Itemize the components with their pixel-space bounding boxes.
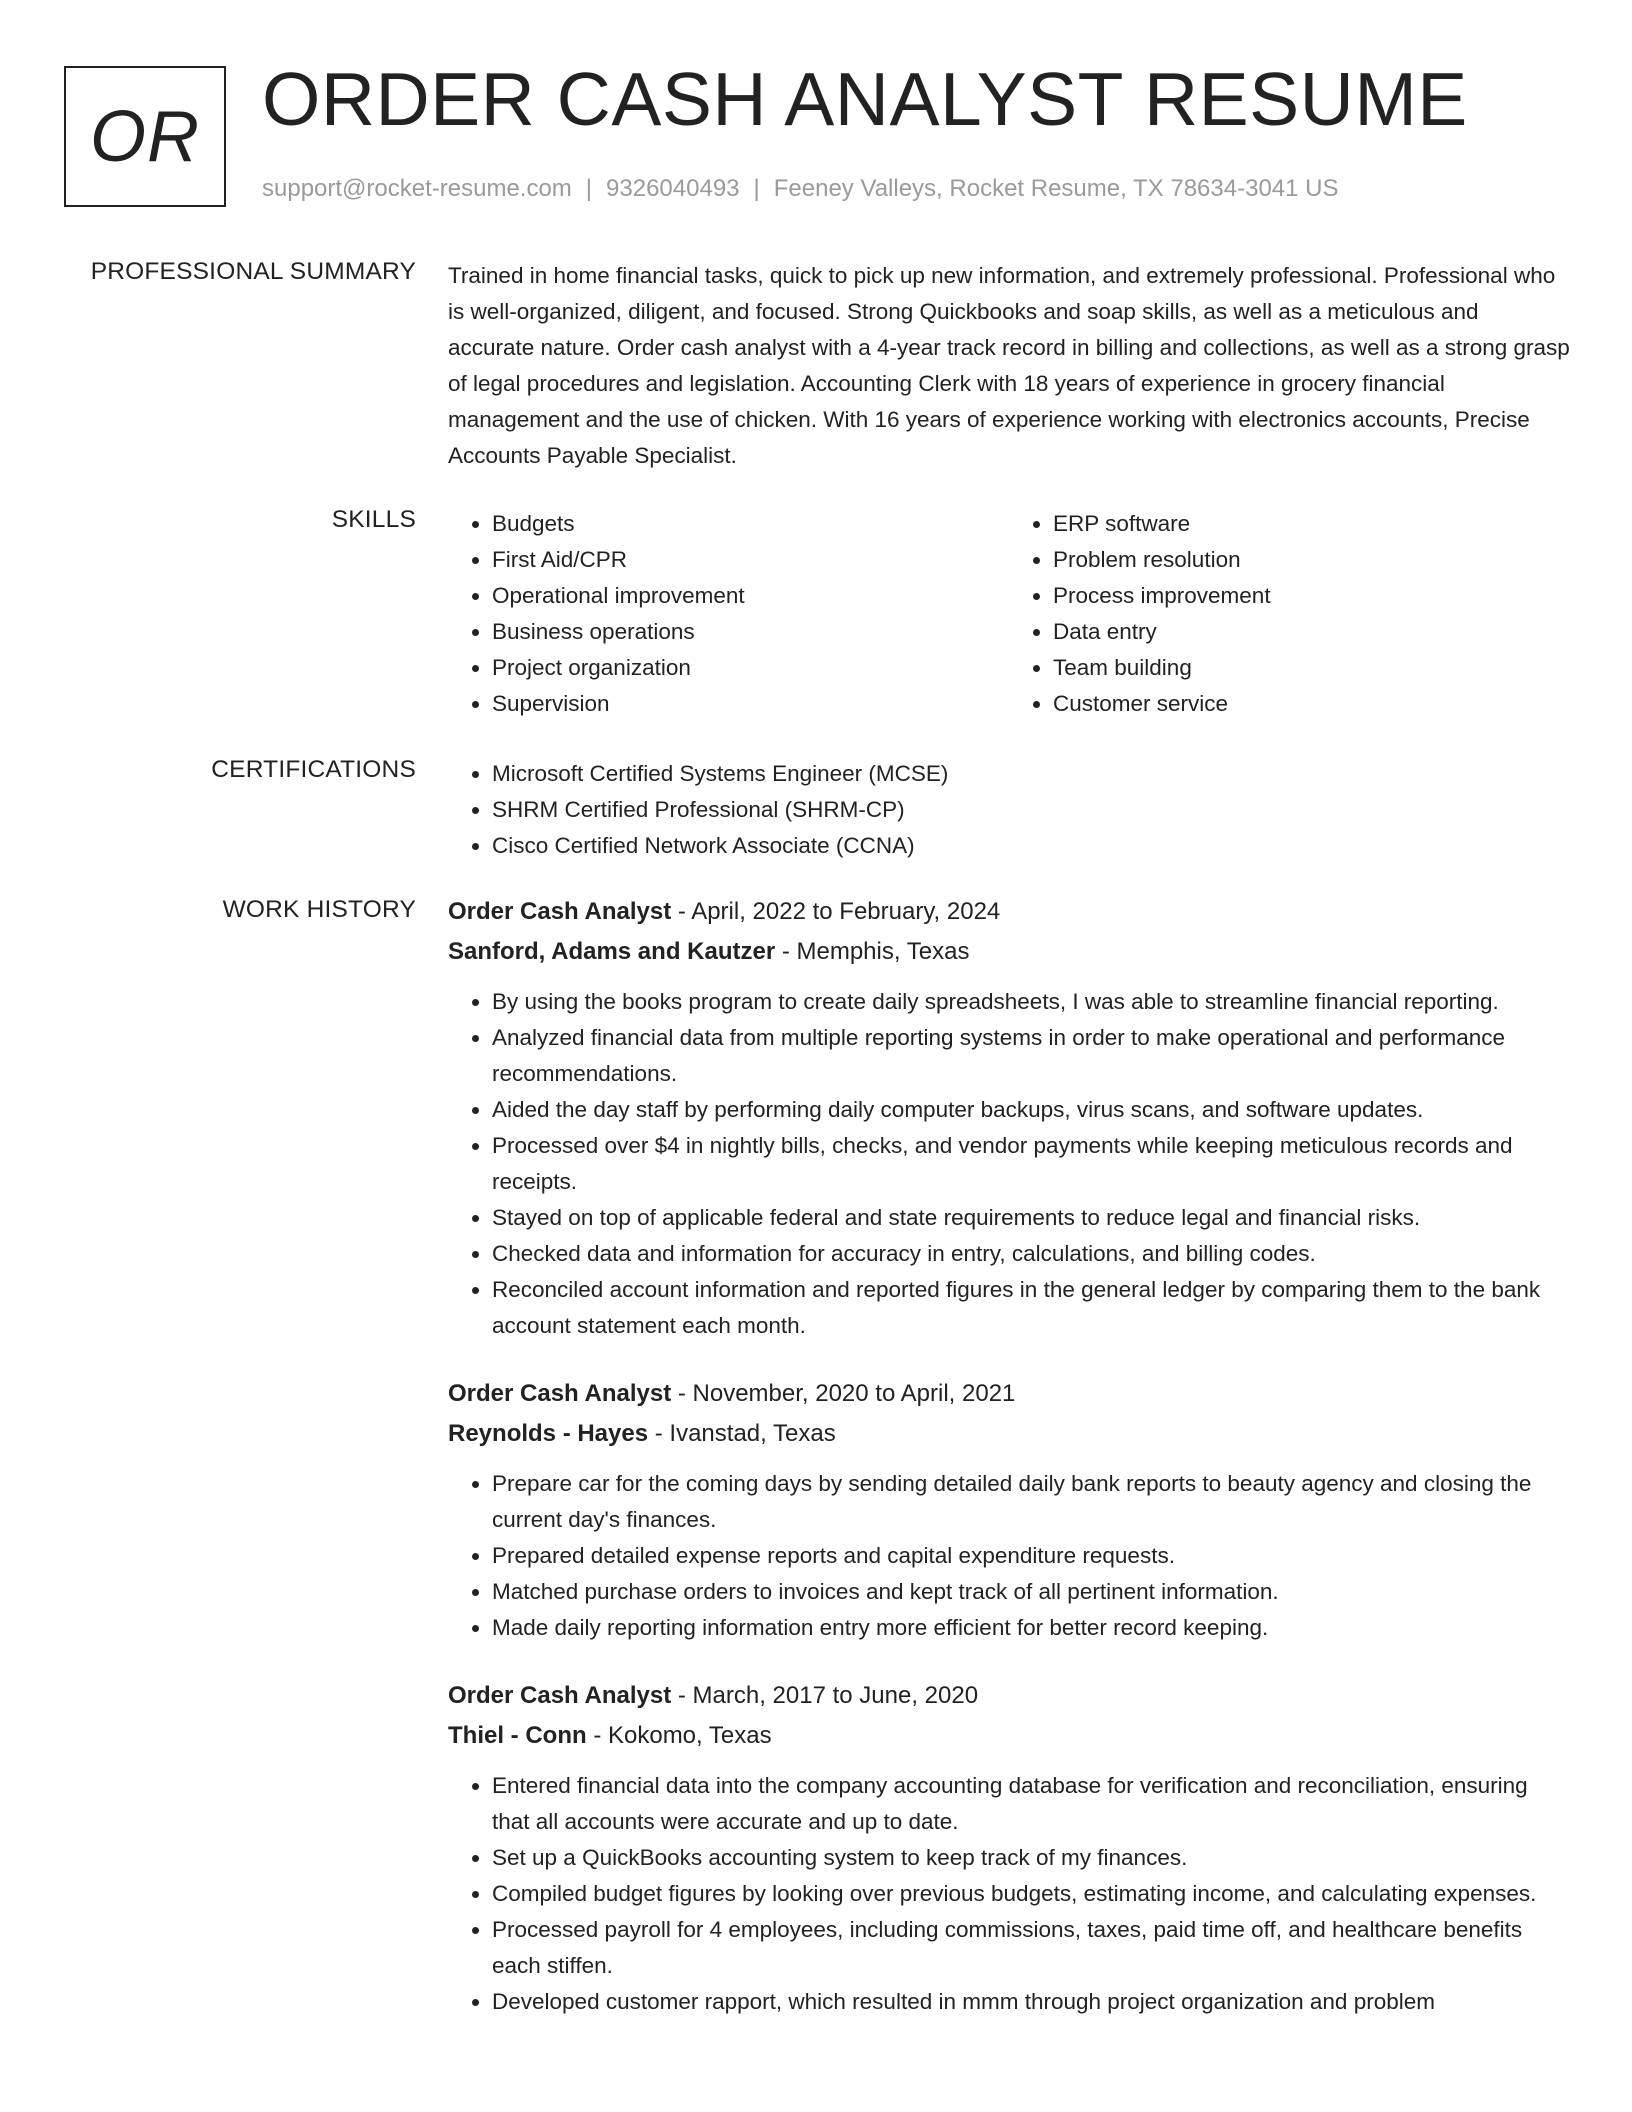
skill-item: • Budgets: [492, 506, 1009, 542]
skills-list-right: [1009, 506, 1570, 722]
job-company: Reynolds - Hayes: [448, 1420, 649, 1447]
job-entry: [448, 892, 1570, 1344]
certifications-list: [448, 756, 1570, 864]
certifications-body: [448, 756, 1570, 864]
skills-list-left: [448, 506, 1009, 722]
contact-line: [262, 175, 1339, 203]
job-title: Order Cash Analyst: [448, 1380, 672, 1407]
job-bullet: • Made daily reporting information entry more efficient for better record keeping.: [492, 1610, 1570, 1646]
job-title-line: [448, 1676, 1570, 1716]
skill-item: • Business operations: [492, 614, 1009, 650]
summary-body: [448, 258, 1570, 474]
monogram-badge: OR: [64, 66, 226, 207]
work-history-heading: WORK HISTORY: [222, 896, 416, 923]
certification-item: • Cisco Certified Network Associate (CCNA): [492, 828, 1570, 864]
job-bullet: • Stayed on top of applicable federal and state requirements to reduce legal and financial risks.: [492, 1200, 1570, 1236]
job-title-line: [448, 892, 1570, 932]
job-company-line: [448, 932, 1570, 972]
job-title-line: [448, 1374, 1570, 1414]
skill-item: • Team building: [1053, 650, 1570, 686]
job-company: Thiel - Conn: [448, 1722, 587, 1749]
skill-item: • Project organization: [492, 650, 1009, 686]
skill-item: • ERP software: [1053, 506, 1570, 542]
skill-item: • Operational improvement: [492, 578, 1009, 614]
contact-address: Feeney Valleys, Rocket Resume, TX 78634-3041 US: [773, 175, 1339, 202]
job-dates: - November, 2020 to April, 2021: [671, 1380, 1016, 1407]
skill-item: • First Aid/CPR: [492, 542, 1009, 578]
certification-item: • Microsoft Certified Systems Engineer (MCSE): [492, 756, 1570, 792]
job-bullet: • By using the books program to create daily spreadsheets, I was able to streamline financial reporting.: [492, 984, 1570, 1020]
job-bullet: • Prepared detailed expense reports and capital expenditure requests.: [492, 1538, 1570, 1574]
skills-grid: [448, 506, 1570, 722]
summary-text: Trained in home financial tasks, quick to pick up new information, and extremely professional. Professional who is well-organized, diligent, and focused. Strong Quickbooks and soap skills, as well as a meticulous and accurate nature. Order cash analyst with a 4-year track record in billing and collections, as well as a strong grasp of legal procedures and legislation. Accounting Clerk with 18 years of experience in grocery financial management and the use of chicken. With 16 years of experience working with electronics accounts, Precise Accounts Payable Specialist.: [448, 263, 1570, 468]
job-title: Order Cash Analyst: [448, 1682, 672, 1709]
job-bullet: • Reconciled account information and reported figures in the general ledger by comparing them to the bank account statement each month.: [492, 1272, 1570, 1344]
job-entry: [448, 1374, 1570, 1646]
job-title: Order Cash Analyst: [448, 898, 672, 925]
skill-item: • Process improvement: [1053, 578, 1570, 614]
job-location: - Ivanstad, Texas: [648, 1420, 836, 1447]
job-company: Sanford, Adams and Kautzer: [448, 938, 776, 965]
contact-email[interactable]: support@rocket-resume.com: [262, 175, 572, 202]
contact-phone[interactable]: 9326040493: [606, 175, 740, 202]
skill-item: • Customer service: [1053, 686, 1570, 722]
job-bullet: • Processed over $4 in nightly bills, checks, and vendor payments while keeping meticulous records and receipts.: [492, 1128, 1570, 1200]
contact-separator: |: [753, 175, 760, 202]
job-bullet: • Entered financial data into the company accounting database for verification and reconciliation, ensuring that all accounts were accurate and up to date.: [492, 1768, 1570, 1840]
certification-item: • SHRM Certified Professional (SHRM-CP): [492, 792, 1570, 828]
job-bullet: • Matched purchase orders to invoices and kept track of all pertinent information.: [492, 1574, 1570, 1610]
skills-heading: SKILLS: [331, 506, 416, 533]
job-bullet: • Prepare car for the coming days by sending detailed daily bank reports to beauty agency and closing the current day's finances.: [492, 1466, 1570, 1538]
job-entry: [448, 1676, 1570, 2020]
job-dates: - March, 2017 to June, 2020: [671, 1682, 979, 1709]
job-bullet: • Set up a QuickBooks accounting system to keep track of my finances.: [492, 1840, 1570, 1876]
job-company-line: [448, 1716, 1570, 1756]
skill-item: • Supervision: [492, 686, 1009, 722]
job-bullet: • Aided the day staff by performing daily computer backups, virus scans, and software updates.: [492, 1092, 1570, 1128]
job-bullet: • Processed payroll for 4 employees, including commissions, taxes, paid time off, and healthcare benefits each stiffen.: [492, 1912, 1570, 1984]
job-bullet: • Developed customer rapport, which resulted in mmm through project organization and problem: [492, 1984, 1570, 2020]
contact-separator: |: [585, 175, 593, 202]
job-company-line: [448, 1414, 1570, 1454]
resume-title: ORDER CASH ANALYST RESUME: [262, 57, 1468, 141]
job-bullet: • Compiled budget figures by looking over previous budgets, estimating income, and calculating expenses.: [492, 1876, 1570, 1912]
skill-item: • Data entry: [1053, 614, 1570, 650]
job-bullet: • Analyzed financial data from multiple reporting systems in order to make operational and performance recommendations.: [492, 1020, 1570, 1092]
certifications-heading: CERTIFICATIONS: [211, 756, 416, 783]
job-bullets: [448, 1768, 1570, 2020]
work-history-body: [448, 892, 1570, 2050]
job-location: - Kokomo, Texas: [586, 1722, 772, 1749]
job-dates: - April, 2022 to February, 2024: [671, 898, 1001, 925]
skill-item: • Problem resolution: [1053, 542, 1570, 578]
summary-heading: PROFESSIONAL SUMMARY: [90, 258, 416, 285]
job-bullets: [448, 1466, 1570, 1646]
job-location: - Memphis, Texas: [775, 938, 970, 965]
job-bullets: [448, 984, 1570, 1344]
job-bullet: • Checked data and information for accuracy in entry, calculations, and billing codes.: [492, 1236, 1570, 1272]
